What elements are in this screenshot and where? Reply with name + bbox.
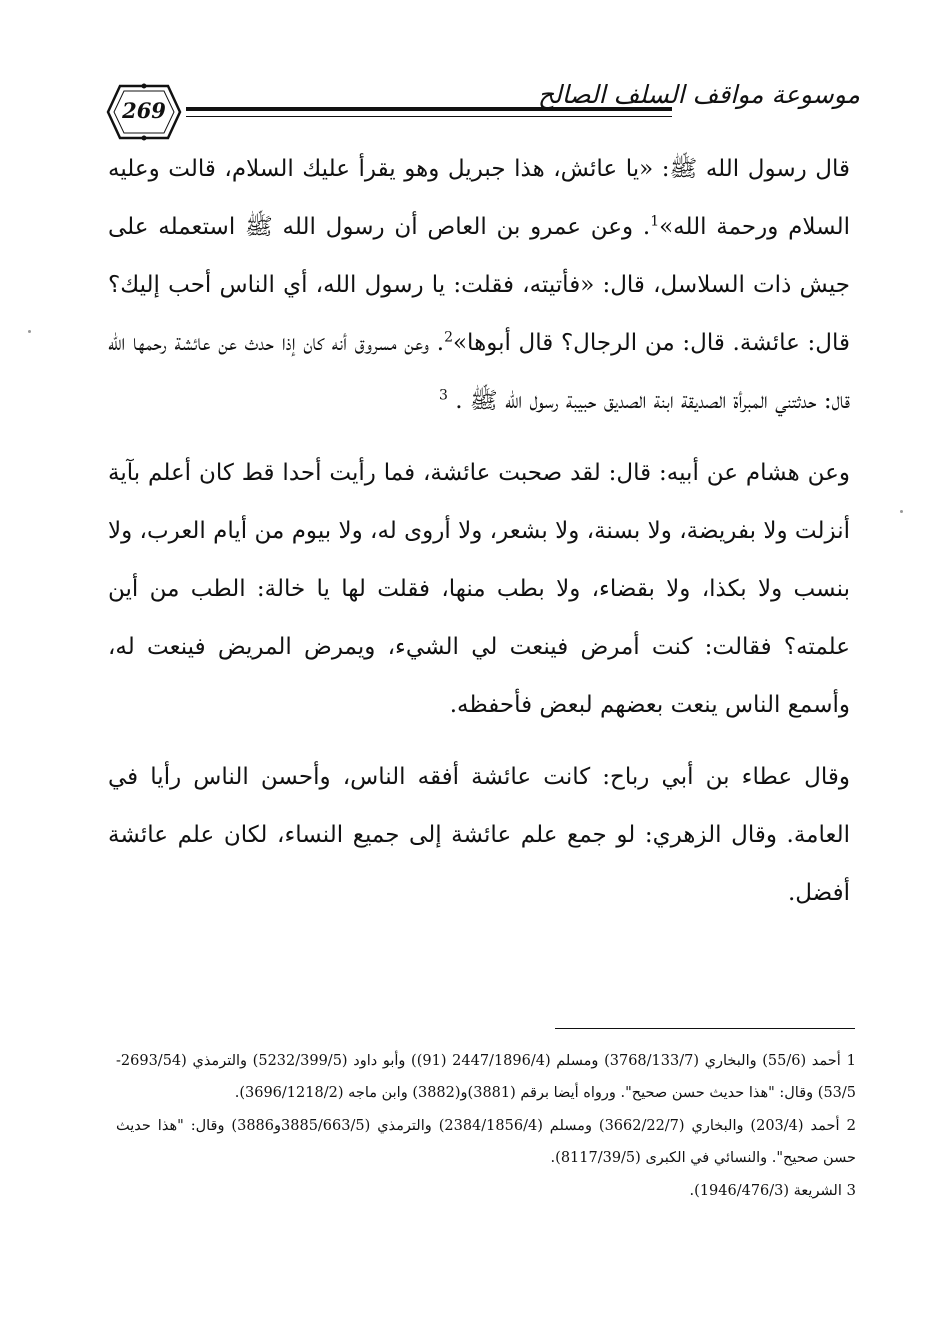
footnote-3-number: 3 (846, 1181, 856, 1199)
paragraph-2: وعن هشام عن أبيه: قال: لقد صحبت عائشة، فما رأيت أحدا قط كان أعلم بآية أنزلت ولا بفريضة، ولا بسنة، ولا بشعر، ولا أروى له، ولا بيوم من أيام العرب، ولا بنسب ولا بكذا، ولا بقضاء، ولا بطب منها، فقلت لها يا خالة: الطب من أين علمته؟ فقالت: كنت أمرض فينعت لي الشيء، ويمرض المريض فينعت له، وأسمع الناس ينعت بعضهم لبعض فأحفظه. (108, 460, 850, 718)
footnote-2-number: 2 (846, 1116, 856, 1134)
scan-speck (900, 510, 903, 513)
page-number: 269 (122, 98, 166, 123)
book-title: موسوعة مواقف السلف الصالح (537, 80, 860, 109)
footnote-ref-3: 3 (439, 387, 448, 404)
footnote-1-number: 1 (846, 1051, 856, 1069)
footnote-ref-1: 1 (650, 213, 660, 230)
page-number-badge (106, 82, 182, 142)
paragraph-1-text-c: . وعن مسروق أنه كان إذا حدث عن عائشة رحمها الله قال: حدثتني المبرأة الصديقة ابنة الصديق حبيبة رسول الله ﷺ . (108, 330, 850, 414)
footnote-ref-2: 2 (444, 329, 453, 346)
footnote-3-text: الشريعة (1946/476/3). (689, 1183, 842, 1199)
paragraph-3: وقال عطاء بن أبي رباح: كانت عائشة أفقه الناس، وأحسن الناس رأيا في العامة. وقال الزهري: لو جمع علم عائشة إلى جميع النساء، لكان علم عائشة أفضل. (108, 764, 850, 906)
footnote-separator (555, 1028, 855, 1029)
footnote-2 (116, 1109, 856, 1174)
main-text (108, 140, 850, 922)
footnote-1 (116, 1044, 856, 1109)
paragraph-1-text-a: قال رسول الله ﷺ: «يا عائش، هذا جبريل وهو يقرأ عليك السلام، قالت وعليه السلام ورحمة الله» (108, 156, 850, 240)
footnote-3 (116, 1174, 856, 1207)
footnotes (116, 1044, 856, 1207)
paragraph-1-text-b: . وعن عمرو بن العاص أن رسول الله ﷺ استعمله على جيش ذات السلاسل، قال: «فأتيته، فقلت: يا رسول الله، أي الناس أحب إليك؟ قال: عائشة. قال: من الرجال؟ قال أبوها» (108, 214, 850, 356)
footnote-1-text: أحمد (55/6) والبخاري (3768/133/7) ومسلم (2447/1896/4 (91)) وأبو داود (5232/399/5) والترمذي (2693/54-53/5) وقال: "هذا حديث حسن صحيح". ورواه أيضا برقم (3881)و(3882) وابن ماجه (3696/1218/2). (116, 1053, 856, 1101)
scan-speck (28, 330, 31, 333)
footnote-2-text: أحمد (203/4) والبخاري (3662/22/7) ومسلم (2384/1856/4) والترمذي (3885/663/5و3886) وقال: "هذا حديث حسن صحيح". والنسائي في الكبرى (8117/39/5). (116, 1118, 856, 1166)
paragraph-1 (108, 140, 850, 430)
